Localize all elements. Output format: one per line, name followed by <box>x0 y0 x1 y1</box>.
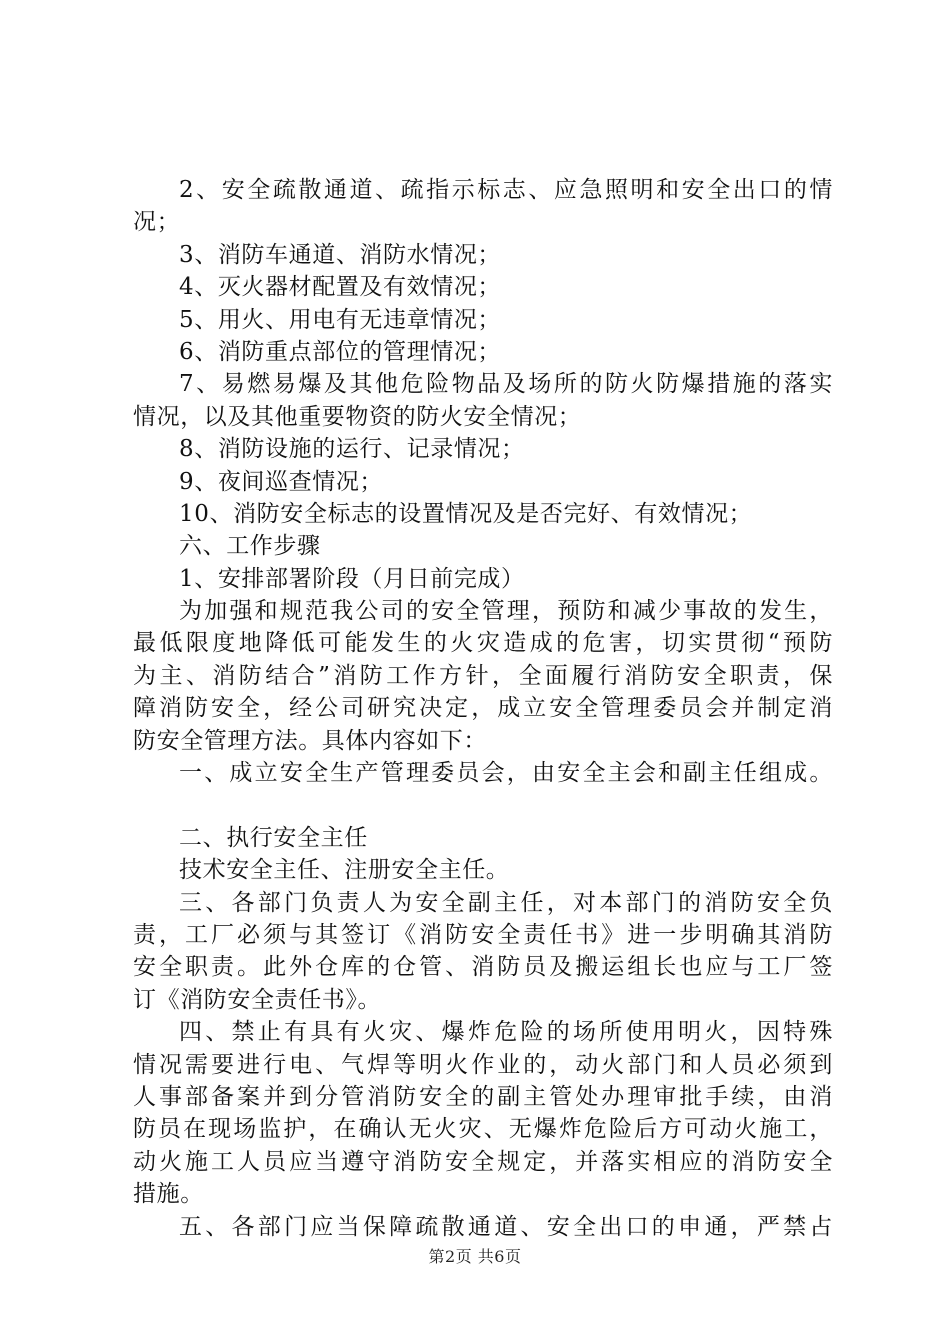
text-line: 情况需要进行电、气焊等明火作业的，动火部门和人员必须到 <box>133 1051 833 1078</box>
text-line: 最低限度地降低可能发生的火灾造成的危害，切实贯彻“预防 <box>133 630 833 657</box>
text-line: 3、消防车通道、消防水情况； <box>179 241 502 268</box>
text-line: 人事部备案并到分管消防安全的副主管处办理审批手续，由消 <box>133 1083 833 1110</box>
blank-line <box>133 789 833 821</box>
document-body <box>133 174 833 1243</box>
text-line: 措施。 <box>133 1181 204 1208</box>
text-line: 障消防安全，经公司研究决定，成立安全管理委员会并制定消 <box>133 695 833 722</box>
text-line: 技术安全主任、注册安全主任。 <box>179 857 510 884</box>
text-line: 防员在现场监护，在确认无火灾、无爆炸危险后方可动火施工， <box>133 1116 833 1143</box>
text-line: 二、执行安全主任 <box>179 824 368 851</box>
text-line: 动火施工人员应当遵守消防安全规定，并落实相应的消防安全 <box>133 1148 833 1175</box>
text-line: 防安全管理方法。具体内容如下： <box>133 727 487 754</box>
text-line: 1、安排部署阶段（月日前完成） <box>179 565 525 592</box>
text-line: 四、禁止有具有火灾、爆炸危险的场所使用明火，因特殊 <box>179 1019 833 1046</box>
text-line: 安全职责。此外仓库的仓管、消防员及搬运组长也应与工厂签 <box>133 954 833 981</box>
text-line: 三、各部门负责人为安全副主任，对本部门的消防安全负 <box>179 889 833 916</box>
text-line: 5、用火、用电有无违章情况； <box>179 306 502 333</box>
text-line: 订《消防安全责任书》。 <box>133 986 382 1013</box>
text-line: 为主、消防结合”消防工作方针，全面履行消防安全职责，保 <box>133 662 833 689</box>
text-line: 10、消防安全标志的设置情况及是否完好、有效情况； <box>179 500 753 527</box>
text-line: 况； <box>133 209 181 236</box>
text-line: 为加强和规范我公司的安全管理，预防和减少事故的发生， <box>179 598 833 625</box>
page-footer: 第2页 共6页 <box>428 1247 522 1266</box>
text-line: 一、成立安全生产管理委员会，由安全主会和副主任组成。 <box>179 760 833 787</box>
text-line: 8、消防设施的运行、记录情况； <box>179 436 525 463</box>
text-line: 责，工厂必须与其签订《消防安全责任书》进一步明确其消防 <box>133 921 833 948</box>
text-line: 六、工作步骤 <box>179 533 321 560</box>
text-line: 9、夜间巡查情况； <box>179 468 384 495</box>
text-line: 2、安全疏散通道、疏指示标志、应急照明和安全出口的情 <box>179 177 833 203</box>
text-line: 7、易燃易爆及其他危险物品及场所的防火防爆措施的落实 <box>179 371 833 398</box>
text-line: 6、消防重点部位的管理情况； <box>179 338 502 365</box>
text-line: 五、各部门应当保障疏散通道、安全出口的申通，严禁占 <box>179 1213 833 1240</box>
text-line: 4、灭火器材配置及有效情况； <box>179 274 502 301</box>
text-line: 情况，以及其他重要物资的防火安全情况； <box>133 403 582 430</box>
